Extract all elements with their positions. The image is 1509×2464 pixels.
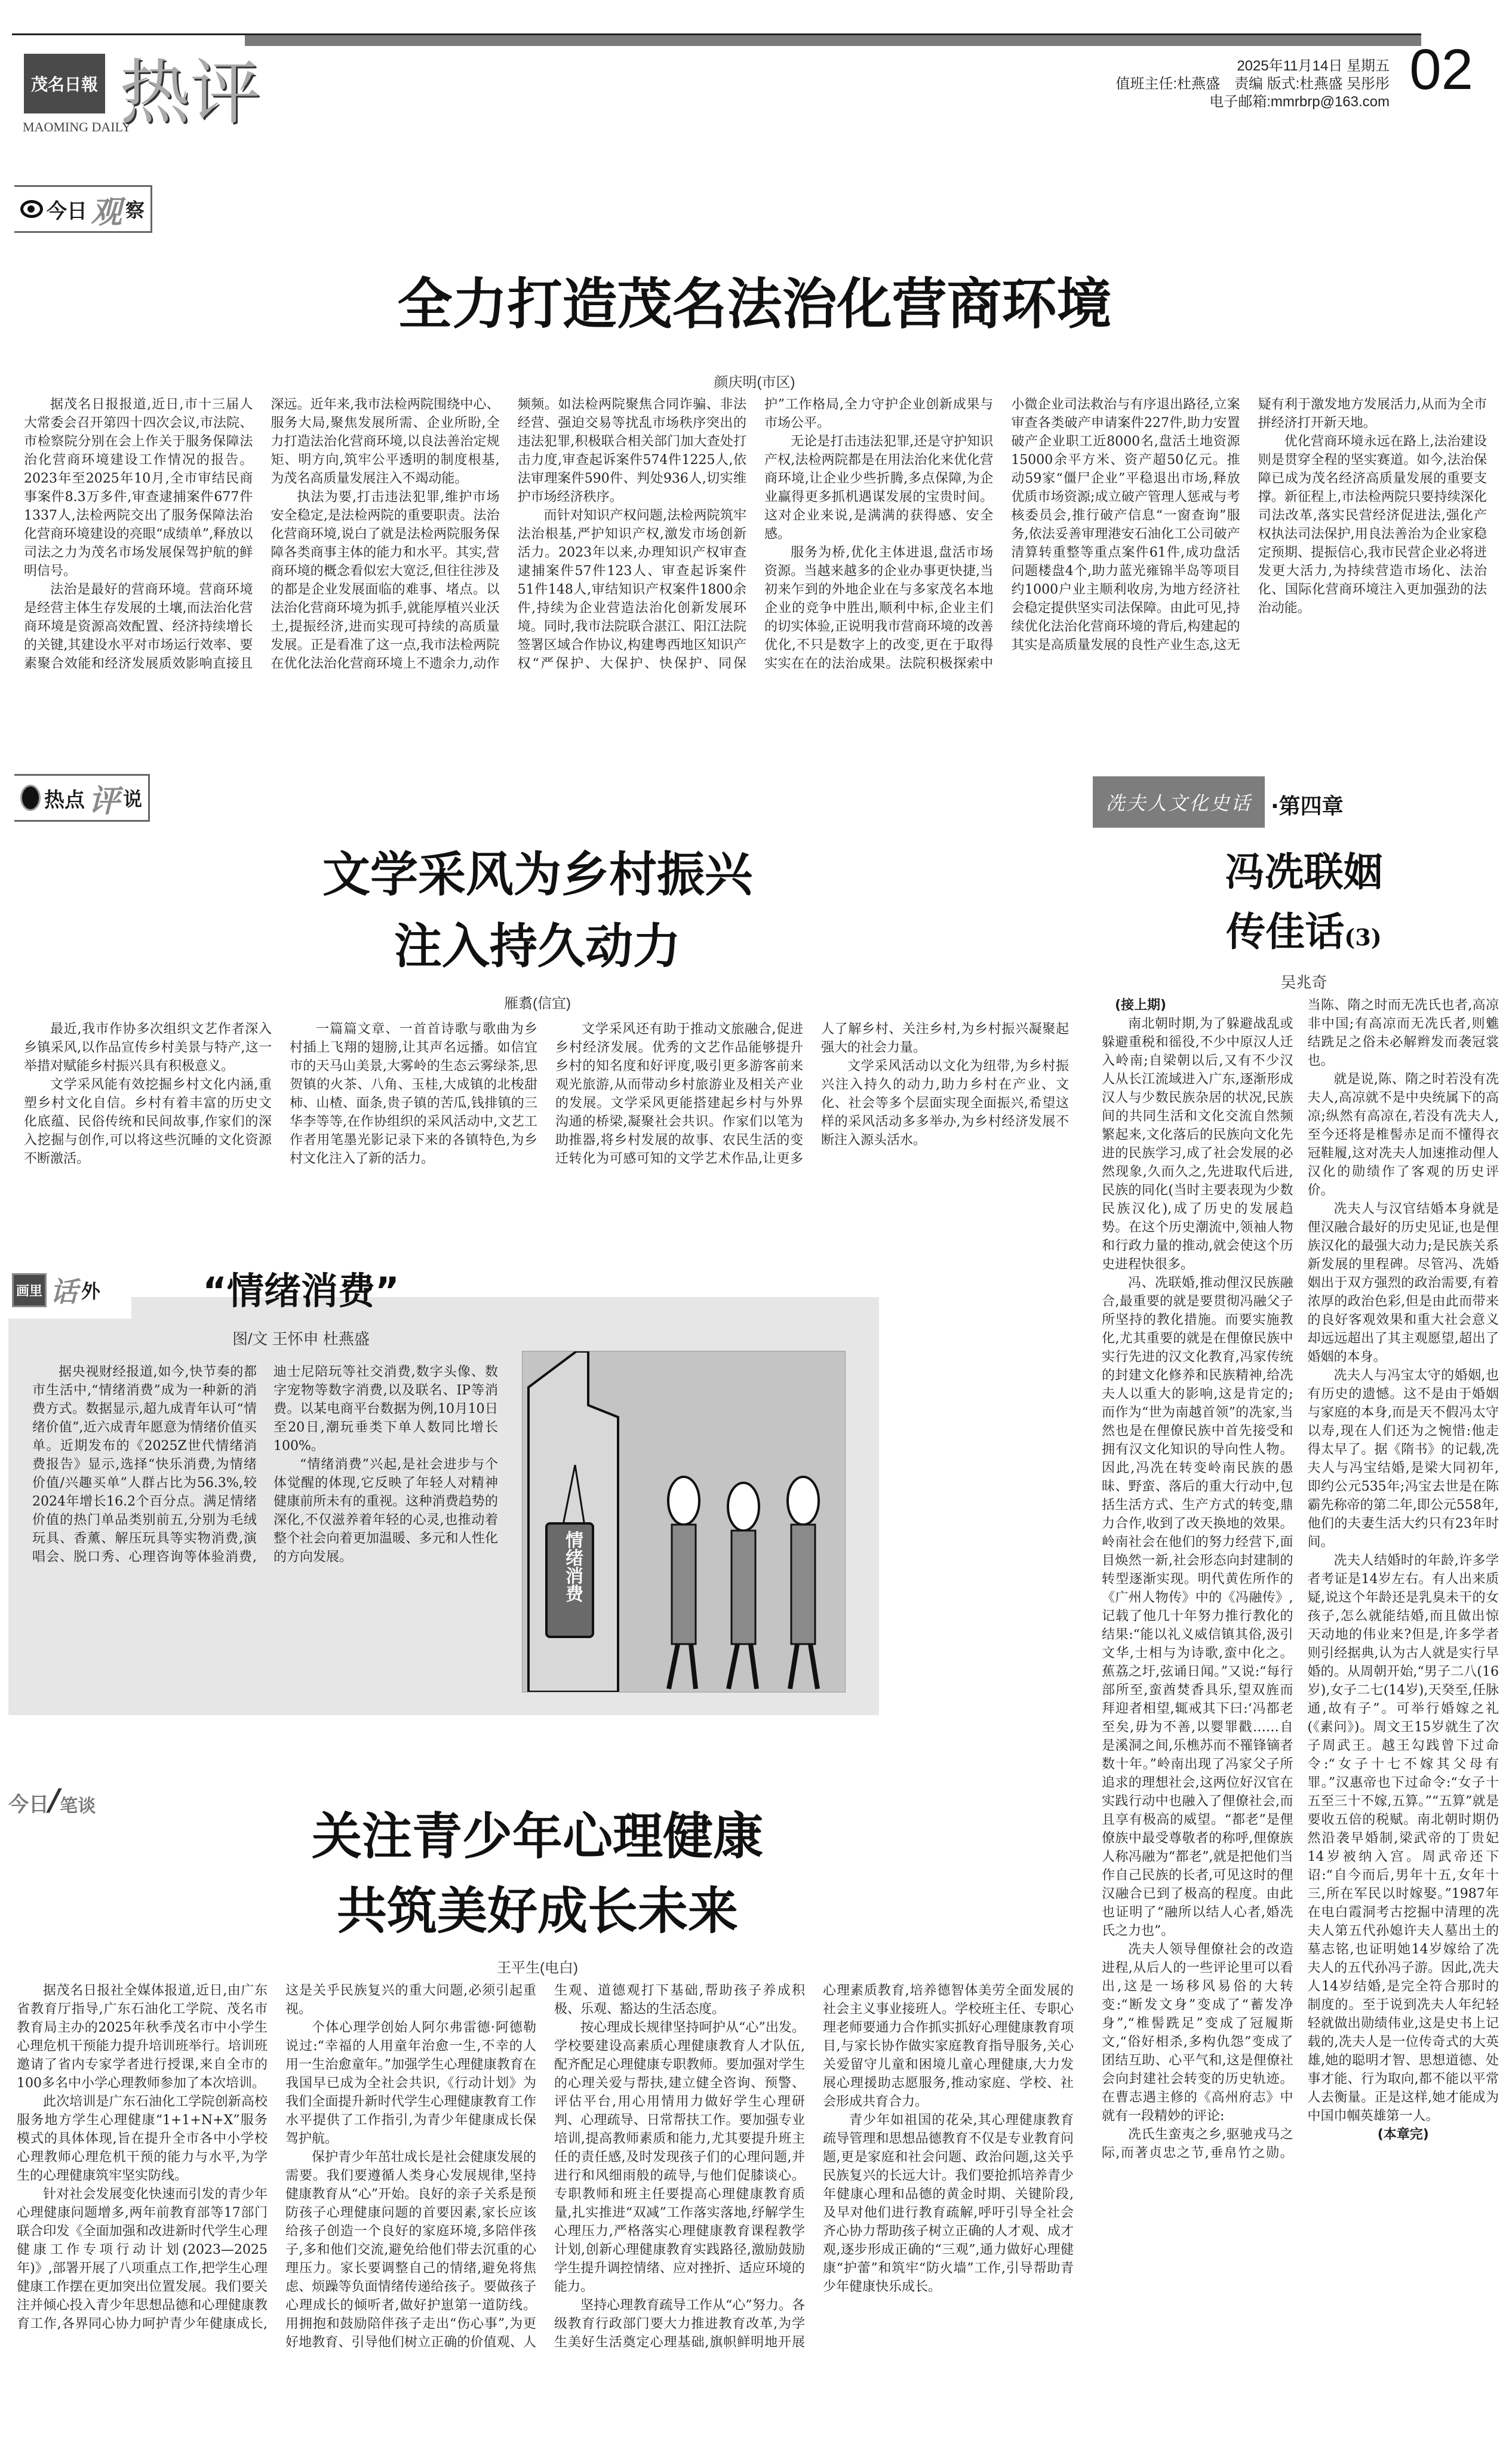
masthead-bar: [245, 35, 1421, 46]
paragraph: 而针对知识产权问题,法检两院筑牢法治根基,严护知识产权,激发市场创新活力。2023年以来,办理知识产权审查逮捕案件57件123人、审查起诉案件51件148人,审结知识产权案件1800余件,持续为企业营造法治化创新发展环境。同时,我市法院联合湛江、阳江法院签署区域合作协议,构建粤西地区知识产权“严保护、大保护、快保护、同保护”工作格局,全力守护企业创新成果与市场公平。: [517, 397, 994, 671]
article-body: [32, 1363, 498, 1566]
column-tag-accent: 话: [50, 1276, 78, 1308]
eye-icon: [20, 200, 43, 218]
logo-text: 茂名日報: [30, 75, 98, 94]
page-number: 02: [1409, 38, 1473, 102]
paragraph: 冼夫人与汉官结婚本身就是俚汉融合最好的历史见证,也是俚族汉化的最强大动力;是民族关系新发展的里程碑。尽管冯、冼婚姻出于双方强烈的政治需要,有着浓厚的政治色彩,但是由此而带来的良好客观效果和重大社会意义却远远超出了其主观愿望,超出了婚姻的本身。: [1307, 1202, 1499, 1365]
paragraph: 据茂名日报报道,近日,市十三届人大常委会召开第四十四次会议,市法院、市检察院分别在会上作关于服务保障法治化营商环境建设工作情况的报告。2023年至2025年10月,全市审结民商事案件8.3万多件,审查逮捕案件677件1337人,法检两院交出了服务保障法治化营商环境建设的亮眼“成绩单”,释放以司法之力为茂名市场发展保驾护航的鲜明信号。: [24, 397, 253, 579]
section-title: 热评: [119, 51, 261, 134]
bullet-icon: [20, 785, 41, 811]
paragraph: 个体心理学创始人阿尔弗雷德·阿德勒说过:“幸福的人用童年治愈一生,不幸的人用一生治愈童年。”加强学生心理健康教育在我国早已成为全社会共识,《行动计划》为我们全面提升新时代学生心理健康教育工作水平提供了工作指引,为青少年健康成长保驾护航。: [285, 2020, 536, 2146]
column-tag-prefix: 今日: [47, 199, 87, 223]
newspaper-logo: [24, 54, 105, 113]
paragraph: 此次培训是广东石油化工学院创新高校服务地方学生心理健康“1+1+N+X”服务模式的具体体现,旨在提升全市各中小学校心理教师心理危机干预的能力与水平,为学生的心理健康筑牢坚实防线。: [17, 2094, 268, 2183]
paragraph: 法治是最好的营商环境。营商环境是经营主体生存发展的土壤,而法治化营商环境是资源高效配置、经济持续增长的关键,其建设水平对市场运行效率、要素聚合效能和经济发展质效影响直接且深远。近年来,我市法检两院围绕中心、服务大局,聚焦发展所需、企业所盼,全力打造法治化营商环境,以良法善治定规矩、明方向,筑牢公平透明的制度根基,为茂名高质量发展注入不竭动能。: [24, 397, 500, 671]
article-title-line2: 共筑美好成长未来: [336, 1882, 738, 1940]
paragraph: 文学采风能有效挖掘乡村文化内涵,重塑乡村文化自信。乡村有着丰富的历史文化底蕴、民俗传统和民间故事,作家们的深入挖掘与创作,可以将这些沉睡的文化资源不断激活。: [24, 1077, 272, 1166]
column-tag-accent: 评: [88, 783, 120, 819]
column-tag-suffix: 说: [123, 788, 143, 810]
series-chapter: ·第四章: [1271, 794, 1344, 819]
paragraph: 针对社会发展变化快速而引发的青少年心理健康问题增多,两年前教育部等17部门联合印发《全面加强和改进新时代学生心理健康工作专项行动计划(2023—2025年)》,部署开展了八项重点工作,把学生心理健康工作摆在更加突出位置发展。我们要关注并倾心投入青少年思想品德和心理健康教育工作,各界同心协力呵护青少年健康成长,这是关乎民族复兴的重大问题,必须引起重视。: [17, 1983, 536, 2331]
column-tag-picture: [8, 1261, 131, 1319]
series-banner: 冼夫人文化史话: [1093, 776, 1265, 828]
paragraph: 据茂名日报社全媒体报道,近日,由广东省教育厅指导,广东石油化工学院、茂名市教育局主办的2025年秋季茂名市中小学生心理危机干预能力提升培训班举行。培训班邀请了省内专家学者进行授课,来自全市的100多名中小学心理教师参加了本次培训。: [17, 1983, 268, 2091]
article-body: [17, 1981, 1074, 2352]
article-part-number: (3): [1344, 924, 1382, 951]
article-body: [1102, 996, 1499, 2162]
paragraph: 青少年如祖国的花朵,其心理健康教育疏导管理和思想品德教育不仅是专业教育问题,更是家庭和社会问题、政治问题,这关乎民族复兴的长远大计。我们要抢抓培养青少年健康心理和品德的黄金时期、关键阶段,及早对他们进行教育疏解,呼吁引导全社会齐心协力帮助孩子树立正确的人才观、成才观,逐步形成正确的“三观”,通力做好心理健康“护蕾”和筑牢“防火墙”工作,引导帮助青少年健康快乐成长。: [823, 2113, 1074, 2294]
comic-drawing: [523, 1351, 845, 1692]
continued-note: (接上期): [1115, 998, 1167, 1013]
issue-info: [1115, 57, 1390, 111]
column-tag-hot-comment: [14, 774, 150, 822]
column-tag-suffix: 笔谈: [60, 1796, 96, 1817]
paragraph: 文学采风活动以文化为纽带,为乡村振兴注入持久的动力,助力乡村在产业、文化、社会等多个层面实现全面振兴,希望这样的采风活动多多举办,为乡村经济发展不断注入源头活水。: [821, 1059, 1069, 1148]
article-body: [24, 395, 1487, 673]
article-byline: 图/文 王怀申 杜燕盛: [232, 1330, 370, 1348]
paragraph: 执法为要,打击违法犯罪,维护市场安全稳定,是法检两院的重要职责。法治化营商环境,说白了就是法检两院服务保障各类商事主体的能力和水平。其实,营商环境的概念看似宏大宽泛,但往往涉及的都是企业发展面临的难事、堵点。以法治化营商环境为抓手,就能厚植兴业沃土,提振经济,进而实现可持续的高质量发展。正是看准了这一点,我市法检两院在优化法治化营商环境上不遗余力,动作频频。如法检两院聚焦合同诈骗、非法经营、强迫交易等扰乱市场秩序突出的违法犯罪,积极联合相关部门加大查处打击力度,审查起诉案件574件1225人,依法审理案件590件、判处936人,切实维护市场经济秩序。: [271, 397, 746, 671]
article-title-line1: 冯冼联姻: [1225, 849, 1383, 895]
column-tag-suffix: 外: [81, 1280, 101, 1302]
paragraph: 冯、冼联婚,推动俚汉民族融合,最重要的就是要贯彻冯融父子所坚持的教化措施。而要实施教化,尤其重要的就是在俚僚民族中实行先进的汉文化教育,冯家传统的封建文化修养和民族精神,给冼夫人以重大的影响,这是肯定的;而作为“世为南越首领”的冼家,当然也是在俚僚民族中首先接受和拥有汉文化知识的导向性人物。因此,冯冼在转变岭南民族的愚昧、野蛮、落后的重大行动中,包括生活方式、生产方式的转变,鼎力合作,收到了改天换地的效果。岭南社会在他们的努力经营下,面目焕然一新,社会形态向封建制的转型逐渐实现。明代黄佐所作的《广州人物传》中的《冯融传》,记载了他几十年努力推行教化的结果:“能以礼义威信镇其俗,汲引文华,士相与为诗歌,蛮中化之。蕉荔之圩,弦诵日闻。”又说:“每行部所至,蛮酋焚香具乐,望双旌而拜迎者相望,辄戒其下曰:‘冯都老至矣,毋为不善,以婴罪戳……自是溪洞之间,乐樵苏而不罹锋镝者数十年。”岭南出现了冯家父子所追求的理想社会,这两位好汉官在实践行动中也融入了俚僚社会,而且享有极高的威望。“都老”是俚僚族中最受尊敬者的称呼,俚僚族人称冯融为“都老”,就是把他们当作自己民族的长者,可见这时的俚汉融合已到了极高的程度。由此也证明了“融所以结人心者,婚冼氏之力也”。: [1102, 1276, 1293, 1938]
column-tag-prefix: 今日: [8, 1793, 49, 1817]
article-byline: 颜庆明(市区): [714, 374, 795, 391]
paragraph: 冼夫人与冯宝太守的婚姻,也有历史的遗憾。这不是由于婚姻与家庭的本身,而是天不假冯太守以寿,现在人们还为之惋惜:他走得太早了。据《隋书》的记载,冼夫人与冯宝结婚,是梁大同初年,即约公元535年;冯宝去世是在陈霸先称帝的第二年,即公元558年,他们的夫妻生活大约只有23年时间。: [1307, 1368, 1499, 1550]
paragraph: 无论是打击违法犯罪,还是守护知识产权,法检两院都是在用法治化来优化营商环境,让企业少些折腾,多点保障,为企业赢得更多抓机遇谋发展的宝贵时间。这对企业来说,是满满的获得感、安全感。: [764, 434, 994, 542]
column-tag-today-observe: [14, 185, 152, 233]
column-tag-prefix: 画里: [12, 1273, 47, 1307]
column-tag-accent: 观: [91, 194, 122, 231]
paragraph: 保护青少年茁壮成长是社会健康发展的需要。我们要遵循人类身心发展规律,坚持健康教育从“心”开始。良好的亲子关系是预防孩子心理健康问题的首要因素,家长应该给孩子创造一个良好的家庭环境,多陪伴孩子,多和他们交流,避免给他们带去沉重的心理压力。家长要调整自己的情绪,避免将焦虑、烦躁等负面情绪传递给孩子。要做孩子心理成长的倾听者,做好护崽第一道防线。用拥抱和鼓励陪伴孩子走出“伤心事”,为更好地教育、引导他们树立正确的价值观、人生观、道德观打下基础,帮助孩子养成积极、乐观、豁达的生活态度。: [285, 1983, 805, 2350]
paragraph: 冼氏生蛮夷之乡,驱驰戎马之际,而著贞忠之节,垂帛竹之勋。当陈、隋之时而无冼氏也者,高凉非中国;有高凉而无冼氏者,则魋结跣足之俗未必解辫发而袭冠裳也。: [1102, 998, 1499, 2161]
paragraph: 服务为桥,优化主体进退,盘活市场资源。当越来越多的企业办事更快捷,当初来乍到的外地企业在与多家茂名本地企业的竞争中胜出,顺利中标,企业主们的切实体验,正说明我市营商环境的改善优化,不只是数字上的改变,更在于取得实实在在的法治成果。法院积极探索中小微企业司法救治与有序退出路径,立案审查各类破产申请案件227件,助力安置破产企业职工近8000名,盘活土地资源15000余平方米、资产超50亿元。推动59家“僵尸企业”平稳退出市场,释放优质市场资源;成立破产管理人惩戒与考核委员会,推行破产信息“一窗查询”服务,依法妥善审理港安石油化工公司破产清算转重整等重点案件61件,成功盘活问题楼盘4个,助力蓝光雍锦半岛等项目约1000户业主顺利收房,为地方经济社会稳定提供坚实司法保障。由此可见,持续优化法治化营商环境的背后,构建起的其实是高质量发展的良性产业生态,这无疑有利于激发地方发展活力,从而为全市拼经济打开新天地。: [764, 397, 1487, 671]
article-title-line1: 关注青少年心理健康: [311, 1807, 763, 1866]
column-tag-suffix: 察: [125, 199, 145, 222]
article-title-line2: 注入持久动力: [394, 918, 681, 974]
pen-icon: /: [49, 1783, 60, 1817]
article-byline: 吴兆奇: [1280, 973, 1327, 991]
paragraph: 冼夫人领导俚僚社会的改造进程,从后人的一些评论里可以看出,这是一场移风易俗的大转变:“断发文身”变成了“蓄发净身”,“椎髻跣足”变成了冠履斯文,“俗好相杀,多构仇怨”变成了团结互助、心平气和,这是俚僚社会向封建社会转变的历史轨迹。在曹志遇主修的《高州府志》中就有一段精妙的评论:: [1102, 1942, 1293, 2124]
comic-illustration: [522, 1351, 846, 1692]
paragraph: 坚持心理教育疏导工作从“心”努力。各级教育行政部门要大力推进教育改革,为学生美好生活奠定心理基础,旗帜鲜明地开展心理素质教育,培养德智体美劳全面发展的社会主义事业接班人。学校班主任、专职心理老师要通力合作抓实抓好心理健康教育项目,与家长协作做实家庭教育指导服务,关心关爱留守儿童和困境儿童心理健康,大力发展心理援助志愿服务,推动家庭、学校、社会形成共育合力。: [554, 1983, 1074, 2350]
paragraph: 文学采风还有助于推动文旅融合,促进乡村经济发展。优秀的文艺作品能够提升乡村的知名度和好评度,吸引更多游客前来观光旅游,从而带动乡村旅游业及相关产业的发展。文学采风更能搭建起乡村与外界沟通的桥梁,凝聚社会共识。作家们以笔为助推器,将乡村发展的故事、农民生活的变迁转化为可感可知的文学艺术作品,让更多人了解乡村、关注乡村,为乡村振兴凝聚起强大的社会力量。: [555, 1022, 1069, 1166]
article-title: 全力打造茂名法治化营商环境: [397, 272, 1112, 336]
paragraph: 南北朝时期,为了躲避战乱或躲避重税和徭役,不少中原汉人迁入岭南;自梁朝以后,又有不少汉人从长江流域进入广东,逐渐形成汉人与少数民族杂居的状况,民族间的共同生活和文化交流自然频繁起来,文化落后的民族向文化先进的民族学习,成了社会发展的必然现象,久而久之,先进取代后进,民族的同化(当时主要表现为少数民族汉化),成了历史的发展趋势。在这个历史潮流中,领袖人物和行政力量的推动,就会使这个历史进程快很多。: [1102, 1016, 1293, 1272]
column-tag-prefix: 热点: [44, 788, 85, 812]
article-title-line1: 文学采风为乡村振兴: [322, 847, 752, 902]
comic-sign-text: 情绪消费: [562, 1531, 583, 1602]
article-title-line2-wrap: [1099, 902, 1509, 967]
paragraph: 按心理成长规律坚持呵护从“心”出发。学校要建设高素质心理健康教育人才队伍,配齐配足心理健康专职教师。要加强对学生的心理关爱与帮扶,建立健全咨询、预警、评估平台,用心用情用力做好学生心理研判、心理疏导、日常帮扶工作。要加强专业培训,提高教师素质和能力,尤其要提升班主任的责任感,及时发现孩子们的心理问题,并进行和风细雨般的疏导,与他们促膝谈心。专职教师和班主任要提高心理健康教育质量,扎实推进“双减”工作落实落地,纾解学生心理压力,严格落实心理健康教育课程教学计划,创新心理健康教育实践路径,激励鼓励学生提升调控情绪、应对挫折、适应环境的能力。: [554, 2020, 805, 2294]
paragraph: 最近,我市作协多次组织文艺作者深入乡镇采风,以作品宣传乡村美景与特产,这一举措对赋能乡村振兴具有积极意义。: [24, 1022, 272, 1074]
paragraph: 就是说,陈、隋之时若没有冼夫人,高凉就不是中央统属下的高凉;纵然有高凉在,若没有冼夫人,至今还将是椎髻赤足而不懂得衣冠鞋履,这对冼夫人加速推动俚人汉化的勋绩作了客观的历史评价。: [1307, 1072, 1499, 1198]
paragraph: 优化营商环境永远在路上,法治建设则是贯穿全程的坚实赛道。如今,法治保障已成为茂名经济高质量发展的重要支撑。新征程上,市法检两院只要持续深化司法改革,落实民营经济促进法,强化产权执法司法保护,用良法善治为企业家稳定预期、提振信心,我市民营企业必将迸发更大活力,为持续营造市场化、法治化、国际化营商环境注入更加强劲的法治动能。: [1258, 434, 1487, 616]
paragraph: 据央视财经报道,如今,快节奏的都市生活中,“情绪消费”成为一种新的消费方式。数据显示,超九成青年认可“情绪价值”,近六成青年愿意为情绪价值买单。近期发布的《2025Z世代情绪消费报告》显示,选择“快乐消费,为情绪价值/兴趣买单”人群占比为56.3%,较2024年增长16.2个百分点。满足情绪价值的热门单品类别前五,分别为毛绒玩具、香薰、解压玩具等实物消费,演唱会、脱口秀、心理咨询等体验消费,迪士尼陪玩等社交消费,数字头像、数字宠物等数字消费,以及联名、IP等消费。以某电商平台数据为例,10月10日至20日,潮玩垂类下单人数同比增长100%。: [32, 1365, 498, 1565]
end-note: (本章完): [1377, 2127, 1429, 2142]
paragraph: 一篇篇文章、一首首诗歌与歌曲为乡村插上飞翔的翅膀,让其声名远播。如信宜市的天马山美景,大雾岭的生态云雾绿茶,思贺镇的火茶、八角、玉桂,大成镇的北梭甜柿、山楂、面条,贵子镇的苦瓜,钱排镇的三华李等等,在作协组织的采风活动中,文艺工作者用笔墨光影记录下来的各镇特色,为乡村文化注入了新的活力。: [290, 1022, 537, 1166]
article-title-line2: 传佳话: [1226, 908, 1345, 955]
issue-date: 2025年11月14日 星期五: [1237, 58, 1390, 74]
article-title: [1099, 842, 1509, 967]
paragraph: “情绪消费”兴起,是社会进步与个体觉醒的体现,它反映了年轻人对精神健康前所未有的重视。这种消费趋势的深化,不仅滋养着年轻的心灵,也推动着整个社会向着更加温暖、多元和人性化的方向发展。: [273, 1457, 498, 1565]
article-byline: 王平生(电白): [497, 1960, 578, 1976]
contact-email: 电子邮箱:mmrbrp@163.com: [1209, 94, 1390, 110]
comic-panel: [8, 1269, 879, 1715]
newspaper-name-en: MAOMING DAILY: [23, 119, 131, 134]
article-body: [24, 1020, 1069, 1168]
article-title: “情绪消费”: [202, 1269, 399, 1313]
paragraph: 冼夫人结婚时的年龄,许多学者考证是14岁左右。有人出来质疑,说这个年龄还是乳臭未干的女孩子,怎么就能结婚,而且做出惊天动地的伟业来?但是,许多学者则引经据典,认为古人就是实行早婚的。从周朝开始,“男子二八(16岁),女子二七(14岁),天癸至,任脉通,故有子”。可举行婚嫁之礼(《素问》)。周文王15岁就生了次子周武王。越王勾践曾下过命令:“女子十七不嫁其父母有罪。”汉惠帝也下过命令:“女子十五至三十不嫁,五算。”“五算”就是要收五倍的税赋。南北朝时期仍然沿袭早婚制,梁武帝的丁贵妃14岁被纳入宫。周武帝还下诏:“自今而后,男年十五,女年十三,所在军民以时嫁娶。”1987年在电白霞洞考古挖掘中清理的冼夫人第五代孙媳许夫人墓出土的墓志铭,也证明她14岁嫁给了冼夫人的五代孙冯子游。因此,冼夫人14岁结婚,是完全符合那时的制度的。至于说到冼夫人年纪轻轻就做出勋绩伟业,这是史书上记载的,冼夫人是一位传奇式的大英雄,她的聪明才智、思想道德、处事才能、行为取向,都不能以平常人去衡量。正是这样,她才能成为中国巾帼英雄第一人。: [1307, 1553, 1499, 2124]
article-byline: 雁翥(信宜): [504, 996, 571, 1012]
editor-credits: 值班主任:杜燕盛 责编 版式:杜燕盛 吴彤彤: [1115, 76, 1390, 92]
